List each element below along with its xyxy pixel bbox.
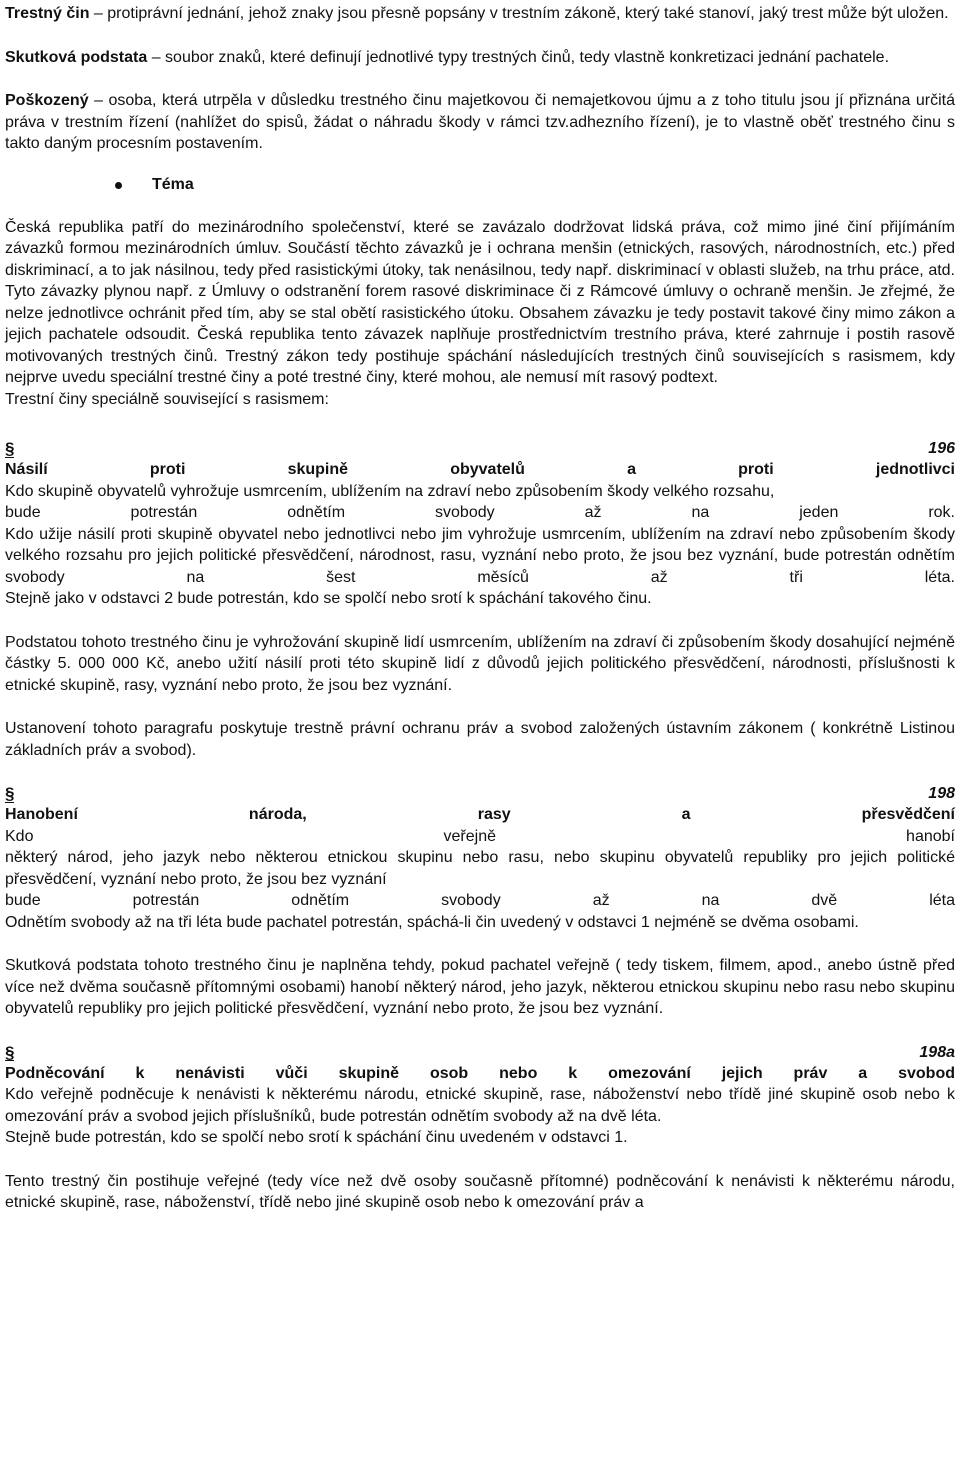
section-196-header <box>5 438 955 459</box>
topic-heading: Téma <box>152 176 194 194</box>
section-198-header <box>5 783 955 804</box>
definition-text: – soubor znaků, které definují jednotlivé typy trestných činů, tedy vlastně konkretizaci jednání pachatele. <box>147 48 890 66</box>
intro-tail: Trestní činy speciálně související s rasismem: <box>5 390 329 408</box>
paragraph-symbol: § <box>5 1042 15 1062</box>
paragraph-symbol: § <box>5 439 15 458</box>
section-paragraph-2: Stejně bude potrestán, kdo se spolčí nebo srotí k spáchání činu uvedeném v odstavci 1. <box>5 1129 628 1146</box>
section-title: Násilí proti skupině obyvatelů a proti jednotlivci <box>5 461 955 478</box>
intro-paragraph: Česká republika patří do mezinárodního společenství, které se zavázalo dodržovat lidská práva, což mimo jiné činí přijímáním závazků formou mezinárodních úmluv. Součástí těchto závazků je i ochrana menšin (etnických, rasových, národnostních, etc.) před diskriminací, a to jak násilnou, tedy před rasistickými útoky, tak nenásilnou, tedy např. diskriminací v oblasti služeb, na trhu práce, atd. Tyto závazky plynou např. z Úmluvy o odstranění forem rasové diskriminace či z Rámcové úmluvy o ochraně menšin. Je zřejmé, že nelze jednotlivce ochránit před tím, aby se stal obětí rasistického útoku. Obsahem závazku je tedy postavit takové činy mimo zákon a jejich pachatele odsoudit. Česká republika tento závazek naplňuje prostřednictvím trestního práva, které zahrnuje i postih rasově motivovaných trestných činů. Trestný zákon tedy postihuje spáchání následujících trestných činů souvisejících s rasismem, kdy nejprve uvedu speciální trestné činy a poté trestné činy, které mohou, ale nemusí mít rasový podtext. <box>5 218 955 386</box>
section-text-line: bude potrestán odnětím svobody až na dvě léta <box>5 892 955 909</box>
definition-term: Skutková podstata <box>5 48 148 66</box>
definition-skutkova-podstata <box>5 47 955 69</box>
section-title: Podněcování k nenávisti vůči skupině osob nebo k omezování jejich práv a svobod <box>5 1064 955 1082</box>
section-number: 198a <box>919 1043 955 1061</box>
section-text-line: Kdo skupině obyvatelů vyhrožuje usmrcením, ublížením na zdraví nebo způsobením škody velkého rozsahu, <box>5 482 775 500</box>
definition-poskozeny <box>5 90 955 155</box>
document-page <box>5 3 955 1214</box>
definition-text: – protiprávní jednání, jehož znaky jsou přesně popsány v trestním zákoně, který také stanoví, jaký trest může být uložen. <box>89 5 949 22</box>
definition-term: Trestný čin <box>5 5 90 22</box>
definition-term: Poškozený <box>5 92 89 109</box>
section-commentary: Skutková podstata tohoto trestného činu je naplněna tehdy, pokud pachatel veřejně ( tedy tiskem, filmem, apod., anebo ústně před více než dvěma současně přítomnými osobami) hanobí některý národ, jeho jazyk, některou etnickou skupinu nebo rasu nebo skupinu obyvatelů republiky pro jejich politické přesvědčení, vyznání nebo proto, že jsou bez vyznání. <box>5 957 955 1017</box>
definition-text: – osoba, která utrpěla v důsledku trestného činu majetkovou či nemajetkovou újmu a z toho titulu jsou jí přiznána určitá práva v trestním řízení (nahlížet do spisů, žádat o náhradu škody v rámci tzv.adhezního řízení), je to vlastně oběť trestného činu s takto daným procesním postavením. <box>5 92 955 152</box>
section-paragraph-3: Stejně jako v odstavci 2 bude potrestán, kdo se spolčí nebo srotí k spáchání takového činu. <box>5 590 652 607</box>
section-commentary: Ustanovení tohoto paragrafu poskytuje trestně právní ochranu práv a svobod založených ústavním zákonem ( konkrétně Listinou základních práv a svobod). <box>5 720 955 759</box>
section-text-line: Kdo veřejně podněcuje k nenávisti k některému národu, etnické skupině, rase, náboženství nebo třídě jiné skupině osob nebo k omezování práv a svobod jejich příslušníků, bude potrestán odnětím svobody až na dvě léta. <box>5 1086 955 1125</box>
section-number: 196 <box>928 440 955 457</box>
section-paragraph-2: Kdo užije násilí proti skupině obyvatel nebo jednotlivci nebo jim vyhrožuje usmrcením, ublížením na zdraví nebo způsobením škody velkého rozsahu pro jejich politické přesvědčení, národnost, rasu, vyznání nebo proto, že jsou bez vyznání, bude potrestán odnětím svobody na šest měsíců až tři léta. <box>5 525 955 586</box>
definition-trestny-cin <box>5 3 955 25</box>
section-198a-header <box>5 1042 955 1063</box>
bullet-dot-icon <box>115 182 122 189</box>
section-title: Hanobení národa, rasy a přesvědčení <box>5 806 955 823</box>
section-commentary: Tento trestný čin postihuje veřejné (tedy více než dvě osoby současně přítomné) podněcování k nenávisti k některému národu, etnické skupině, rase, náboženství, třídě nebo jiné skupině osob nebo k omezování práv a <box>5 1172 955 1211</box>
section-commentary: Podstatou tohoto trestného činu je vyhrožování skupině lidí usmrcením, ublížením na zdraví či způsobením škody dosahující nejméně částky 5. 000 000 Kč, anebo užití násilí proti této skupině lidí z důvodů jejich politického přesvědčení, národnosti, příslušnosti k etnické skupině, rasy, vyznání nebo proto, že jsou bez vyznání. <box>5 633 955 694</box>
topic-bullet <box>115 175 955 196</box>
section-number: 198 <box>928 785 955 802</box>
paragraph-symbol: § <box>5 784 15 803</box>
section-text-line: Kdo veřejně hanobí <box>5 827 955 845</box>
section-text-line: některý národ, jeho jazyk nebo některou etnickou skupinu nebo rasu, nebo skupinu obyvatelů republiky pro jejich politické přesvědčení, vyznání nebo proto, že jsou bez vyznání <box>5 849 955 888</box>
section-paragraph-2: Odnětím svobody až na tři léta bude pachatel potrestán, spáchá-li čin uvedený v odstavci 1 nejméně se dvěma osobami. <box>5 913 859 931</box>
section-text-line: bude potrestán odnětím svobody až na jeden rok. <box>5 504 955 521</box>
